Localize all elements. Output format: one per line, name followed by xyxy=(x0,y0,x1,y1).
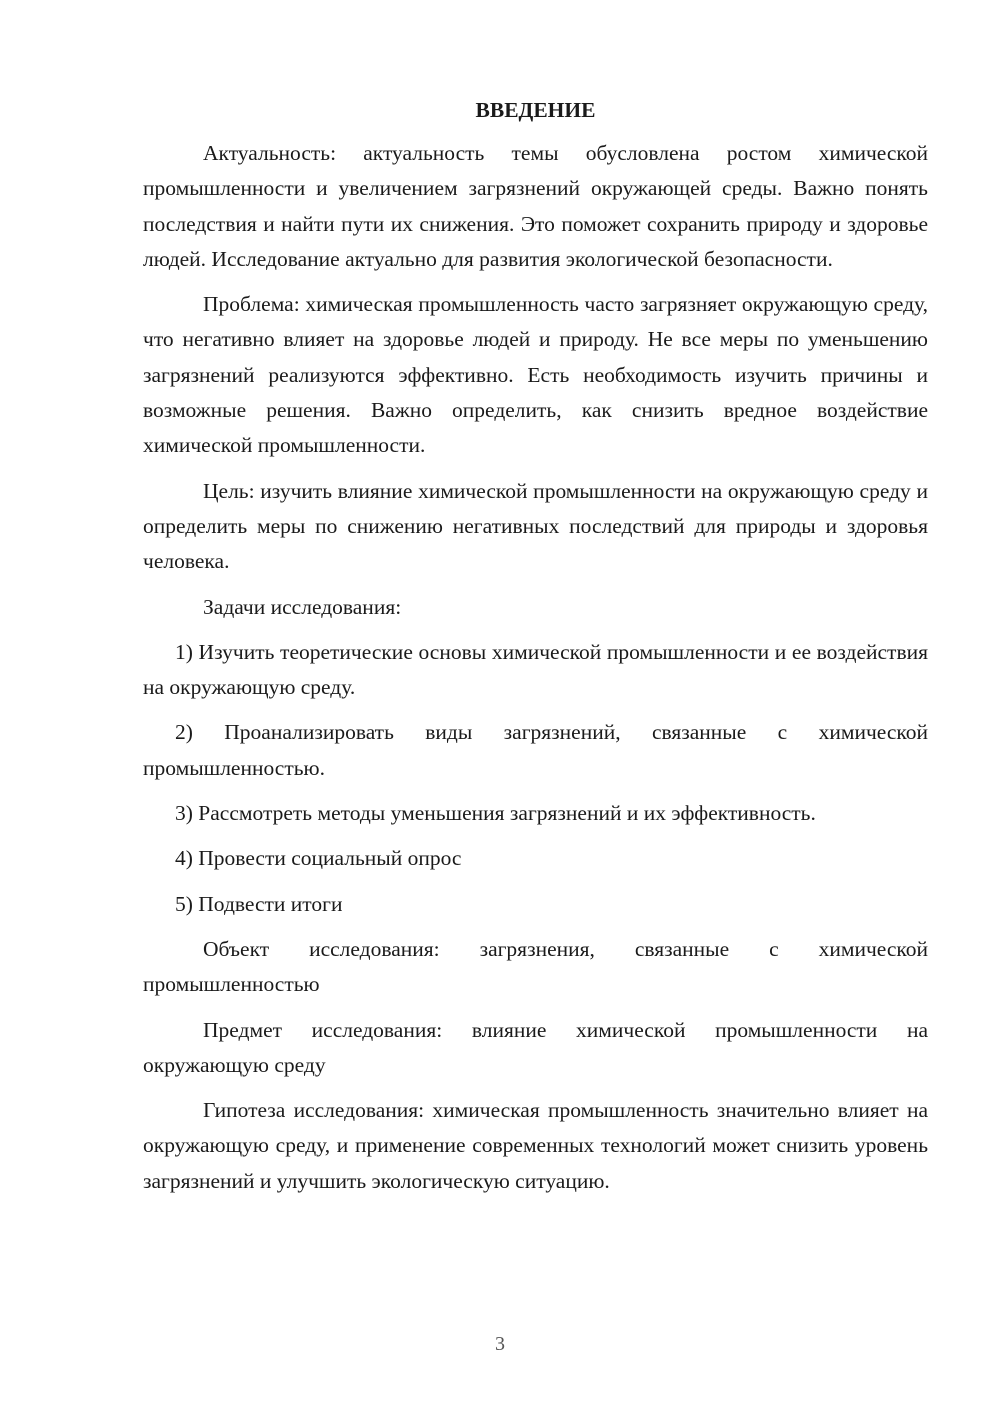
problem-paragraph: Проблема: химическая промышленность часто загрязняет окружающую среду, что негативно влияет на здоровье людей и природу. Не все меры по уменьшению загрязнений реализуются эффективно. Есть необходимость изучить причины и возможные решения. Важно определить, как снизить вредное воздействие химической промышленности. xyxy=(143,292,928,458)
relevance-paragraph: Актуальность: актуальность темы обусловлена ростом химической промышленности и увеличением загрязнений окружающей среды. Важно понять последствия и найти пути их снижения. Это поможет сохранить природу и здоровье людей. Исследование актуально для развития экологической безопасности. xyxy=(143,141,928,271)
task-item: 3) Рассмотреть методы уменьшения загрязнений и их эффективность. xyxy=(175,801,816,826)
task-item: 5) Подвести итоги xyxy=(175,891,343,916)
task-item: 1) Изучить теоретические основы химической промышленности и ее воздействия на окружающую среду. xyxy=(143,639,928,700)
document-page xyxy=(143,95,928,1209)
section-title: ВВЕДЕНИЕ xyxy=(475,98,596,122)
page-number: 3 xyxy=(495,1333,505,1355)
task-item: 2) Проанализировать виды загрязнений, связанные с химической промышленностью. xyxy=(143,720,928,780)
hypothesis-paragraph: Гипотеза исследования: химическая промышленность значительно влияет на окружающую среду, и применение современных технологий может снизить уровень загрязнений и улучшить экологическую ситуацию. xyxy=(143,1098,928,1193)
tasks-heading: Задачи исследования: xyxy=(203,594,402,619)
goal-paragraph: Цель: изучить влияние химической промышленности на окружающую среду и определить меры по снижению негативных последствий для природы и здоровья человека. xyxy=(143,478,928,574)
task-item: 4) Провести социальный опрос xyxy=(175,846,462,871)
object-paragraph: Объект исследования: загрязнения, связанные с химической промышленностью xyxy=(143,936,928,997)
subject-paragraph: Предмет исследования: влияние химической промышленности на окружающую среду xyxy=(143,1017,928,1077)
